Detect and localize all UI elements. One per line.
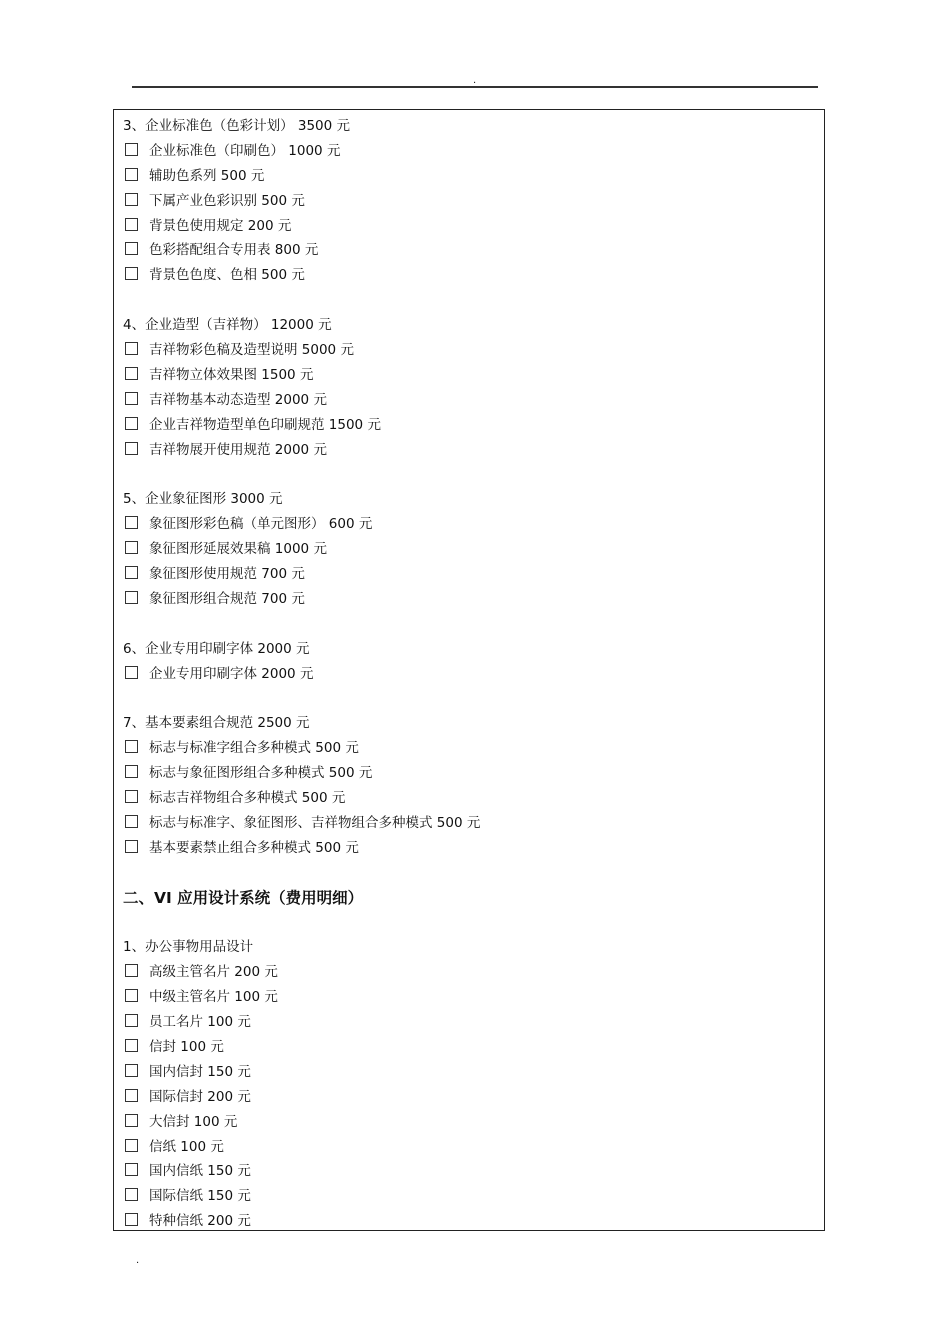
- checkbox[interactable]: [125, 1139, 138, 1152]
- checkbox[interactable]: [125, 790, 138, 803]
- line-text: 1、办公事物用品设计: [123, 939, 254, 956]
- checklist-item: [123, 215, 824, 240]
- checkbox[interactable]: [125, 1064, 138, 1077]
- line-text: 6、企业专用印刷字体 2000 元: [123, 640, 310, 657]
- blank-line: [123, 289, 824, 314]
- checkbox[interactable]: [125, 1014, 138, 1027]
- checkbox[interactable]: [125, 566, 138, 579]
- blank-line: [123, 463, 824, 488]
- checkbox[interactable]: [125, 1188, 138, 1201]
- group-heading: [123, 936, 824, 961]
- checklist-item: [123, 1185, 824, 1210]
- line-text: 企业标准色（印刷色） 1000 元: [149, 142, 341, 159]
- line-text: 3、企业标准色（色彩计划） 3500 元: [123, 118, 351, 134]
- line-text: 象征图形组合规范 700 元: [149, 590, 305, 607]
- checkbox[interactable]: [125, 168, 138, 181]
- line-text: 国际信纸 150 元: [149, 1188, 251, 1205]
- checkbox[interactable]: [125, 989, 138, 1002]
- checkbox[interactable]: [125, 342, 138, 355]
- line-text: 标志与标准字组合多种模式 500 元: [149, 740, 359, 757]
- content-table: [113, 109, 825, 1231]
- group-heading: [123, 488, 824, 513]
- line-text: 基本要素禁止组合多种模式 500 元: [149, 839, 359, 856]
- line-text: 吉祥物基本动态造型 2000 元: [149, 391, 327, 408]
- checkbox[interactable]: [125, 143, 138, 156]
- checklist-item: [123, 414, 824, 439]
- checkbox[interactable]: [125, 1114, 138, 1127]
- checklist-item: [123, 190, 824, 215]
- checklist-item: [123, 364, 824, 389]
- blank-line: [123, 687, 824, 712]
- line-text: 信纸 100 元: [149, 1138, 224, 1155]
- group-heading: [123, 314, 824, 339]
- line-text: 中级主管名片 100 元: [149, 989, 278, 1006]
- checkbox[interactable]: [125, 815, 138, 828]
- checklist-item: [123, 538, 824, 563]
- checkbox[interactable]: [125, 516, 138, 529]
- line-text: 国际信封 200 元: [149, 1088, 251, 1105]
- line-text: 5、企业象征图形 3000 元: [123, 491, 283, 508]
- checklist-item: [123, 663, 824, 688]
- line-text: 大信封 100 元: [149, 1113, 238, 1130]
- checklist-item: [123, 1136, 824, 1161]
- footer-mark: .: [136, 1255, 140, 1266]
- checkbox[interactable]: [125, 666, 138, 679]
- header-rule: [132, 86, 818, 88]
- line-text: 象征图形延展效果稿 1000 元: [149, 541, 327, 558]
- line-text: 标志与标准字、象征图形、吉祥物组合多种模式 500 元: [149, 814, 481, 831]
- checklist-item: [123, 1061, 824, 1086]
- checklist-item: [123, 1210, 824, 1235]
- line-text: 国内信封 150 元: [149, 1063, 251, 1080]
- checkbox[interactable]: [125, 1213, 138, 1226]
- line-text: 背景色使用规定 200 元: [149, 217, 292, 234]
- line-text: 吉祥物彩色稿及造型说明 5000 元: [149, 342, 354, 359]
- line-text: 员工名片 100 元: [149, 1014, 251, 1031]
- checkbox[interactable]: [125, 740, 138, 753]
- blank-line: [123, 912, 824, 937]
- checkbox[interactable]: [125, 964, 138, 977]
- checklist-item: [123, 787, 824, 812]
- checklist-item: [123, 1036, 824, 1061]
- line-text: 背景色色度、色相 500 元: [149, 267, 305, 284]
- checkbox[interactable]: [125, 765, 138, 778]
- line-text: 色彩搭配组合专用表 800 元: [149, 242, 319, 259]
- blank-line: [123, 613, 824, 638]
- line-text: 象征图形使用规范 700 元: [149, 566, 305, 583]
- checklist-item: [123, 737, 824, 762]
- checklist-item: [123, 1011, 824, 1036]
- checklist-item: [123, 339, 824, 364]
- line-text: 下属产业色彩识别 500 元: [149, 192, 305, 209]
- line-text: 二、VI 应用设计系统（费用明细）: [123, 888, 364, 907]
- checklist-item: [123, 165, 824, 190]
- line-text: 特种信纸 200 元: [149, 1213, 251, 1230]
- checkbox[interactable]: [125, 417, 138, 430]
- line-text: 吉祥物立体效果图 1500 元: [149, 366, 314, 383]
- checklist-item: [123, 239, 824, 264]
- checkbox[interactable]: [125, 442, 138, 455]
- line-text: 4、企业造型（吉祥物） 12000 元: [123, 317, 332, 334]
- group-heading: [123, 115, 824, 140]
- line-text: 国内信纸 150 元: [149, 1163, 251, 1180]
- checkbox[interactable]: [125, 193, 138, 206]
- checklist-item: [123, 513, 824, 538]
- line-text: 吉祥物展开使用规范 2000 元: [149, 441, 327, 458]
- line-text: 企业专用印刷字体 2000 元: [149, 665, 314, 682]
- checklist-item: [123, 762, 824, 787]
- line-text: 7、基本要素组合规范 2500 元: [123, 715, 310, 732]
- group-heading: [123, 638, 824, 663]
- line-text: 象征图形彩色稿（单元图形） 600 元: [149, 516, 373, 533]
- line-text: 标志与象征图形组合多种模式 500 元: [149, 765, 373, 782]
- checkbox[interactable]: [125, 541, 138, 554]
- checklist-item: [123, 439, 824, 464]
- blank-line: [123, 862, 824, 887]
- checkbox[interactable]: [125, 1039, 138, 1052]
- checklist-item: [123, 1086, 824, 1111]
- checkbox[interactable]: [125, 840, 138, 853]
- checklist-item: [123, 1111, 824, 1136]
- checklist-item: [123, 264, 824, 289]
- checkbox[interactable]: [125, 267, 138, 280]
- checklist-item: [123, 1160, 824, 1185]
- line-text: 企业吉祥物造型单色印刷规范 1500 元: [149, 416, 381, 433]
- checklist-item: [123, 986, 824, 1011]
- group-heading: [123, 712, 824, 737]
- checklist-item: [123, 140, 824, 165]
- header-mark: .: [473, 75, 477, 86]
- checklist-item: [123, 563, 824, 588]
- line-text: 信封 100 元: [149, 1038, 224, 1055]
- checkbox[interactable]: [125, 218, 138, 231]
- checklist-item: [123, 837, 824, 862]
- checkbox[interactable]: [125, 367, 138, 380]
- checkbox[interactable]: [125, 242, 138, 255]
- line-text: 标志吉祥物组合多种模式 500 元: [149, 790, 346, 807]
- checklist-item: [123, 389, 824, 414]
- checkbox[interactable]: [125, 392, 138, 405]
- checklist-item: [123, 812, 824, 837]
- checkbox[interactable]: [125, 1163, 138, 1176]
- checkbox[interactable]: [125, 1089, 138, 1102]
- checklist-item: [123, 961, 824, 986]
- line-text: 高级主管名片 200 元: [149, 964, 278, 981]
- checklist-item: [123, 588, 824, 613]
- line-text: 辅助色系列 500 元: [149, 167, 265, 184]
- line-list: [123, 115, 824, 1235]
- section-title: [123, 887, 824, 912]
- checkbox[interactable]: [125, 591, 138, 604]
